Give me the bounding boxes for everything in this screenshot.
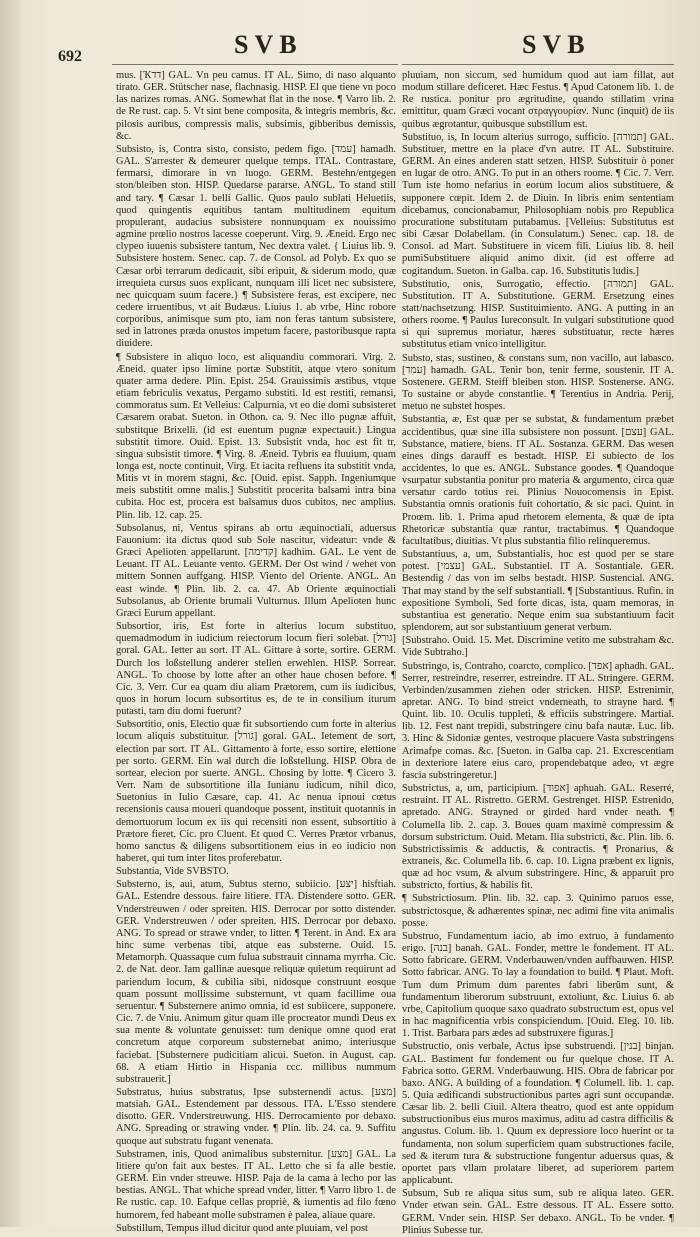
entry-paragraph: Substerno, is, aui, atum, Subtus sterno, subiicio. [יצע] hisftiah. GAL. Estendre dessous. faire litiere. ITA. Distendere sotto. GER. Vnderstreuwen / oder spreiten. HIS. Derrocar por sotto distender. GER. Vnderstreuwen / oder spreiten. HIS. Derrocar por debaxo. ANG. To spread or strawe vnder, to litter. ¶ Terent. in And. Ex ara hinc sume verbenas tibi, atque eas substerne. Ouid. 15. Metamorph. Quassaque cum fulua substrauit cinnama myrrha. Cic. 2. de Nat. deor. Iam gallinæ auesque reliquæ quietum requirunt ad pariendum locum, & cubilia sibi, nidosque construunt eosque quam possunt mollissime substernunt, vt quam facillime oua seruentur. ¶ Substernere animo omnia, id est subiicere, supponere. Cic. 7. de Vniu. Animum gitur quam ille procreator mundi Deus ex sua mente & voluntate genuisset: tum denique omne quod erat concretum atque corporeum substernebat animo, interiusque faciebat. [Substernere pudicitiam alicui. Sueton. in August. cap. 68. A etiam Hirtio in Hispania ccc. millibus nummum substrauerit.] [116,879,396,1085]
running-head-right: SVB [522,30,591,59]
entry-paragraph: Subsum, Sub re aliqua situs sum, sub re aliqua lateo. GER. Vnder etwan sein. GAL. Estre dessous. IT AL. Essere sotto. GERM. Vnder sein. HISP. Ser debaxo. ANGL. To be vnder. ¶ Plinius Subesse tur. [402,1188,674,1236]
entry-paragraph: Substantia, æ, Est quæ per se substat, & fundamentum præbet accidentibus, quæ sine illa subsistere non possunt. [עצם] GAL. Substance, matiere, biens. IT AL. Sostanza. GERM. Das wesen eines dings darauff es bestadt. HISP. El subiecto de los accidentes, lo que es. ANGL. Substance goodes. ¶ Quandoque vsurpatur substantia ponitur pro materia & argumento, circa quæ versatur cardo totius rei. Plinius Nouocomensis in Epist. Substantia omnis orationis fuit cohortatio, & sic paci. Quint. in Proœm. lib. 1. Prima apud rhetorem elementa, & quæ de ipta Rhetoricæ substantia quæ rantur, tractabimus. ¶ Quandoque facultatibus, diuitias. Vt plus substantia filio relinqueremus. [402,414,674,547]
entry-paragraph: Substruo, Fundamentum iacio, ab imo extruo, à fundamento erigo. [בנה] banah. GAL. Fonder, mettre le fondement. IT AL. Sotto fabricare. GERM. Vnderbauwen/vnden auffbauwen. HISP. Sotto fabricar. ANG. To lay a foundation to build. ¶ Plaut. Moft. Tum dum Primum dum parentes fabri liberûm sunt, & fundamentum liberorum substruunt, extoliunt, &c. Liuius 6. ab vrbe, Capitolium quoque saxo quadrato substructum est, opus vel in hac magnificentia vrbis conspiciendum. [Ouid. Eleg. 10. lib. 1. Trist. Barbara pars ædes ad substruxere figuras.] [402,930,674,1040]
entry-paragraph: Substo, stas, sustineo, & constans sum, non vacillo, aut labasco. [עמד] hamadh. GAL. Tenir bon, tenir ferme, soustenir. IT A. Sostenere. GERM. Steiff bleiben ston. HISP. Sostenerse. ANG. To sustaine or abyde constantlie. ¶ Terentius in Andria. Perij, metuo ne substet hospes. [402,352,674,413]
running-head-left: SVB [234,30,303,59]
entry-paragraph: mus. [Ҡדד] GAL. Vn peu camus. IT AL. Simo, di naso alquanto tirato. GER. Stütscher nase, flachnasig. HISP. El que tiene vn poco las narizes romas. ANG. Somewhat flat in the nose. ¶ Varro lib. 2. de Re rust. cap. 5. Vt sint bene composita, & integris membris, &c. pilosis auribus, compressis malis, subsimis, gibberibus demissis, &c. [116,70,396,142]
entry-paragraph: Substillum, Tempus illud dicitur quod ante pluuiam, vel post [116,1222,368,1234]
entry-paragraph: Subsolanus, ni, Ventus spirans ab ortu æquinoctiali, aduersus Fauonium: ita dictus quod sub Sole nascitur, videatur: vnde & Græci Apelioten appellarunt. [קדימה] kadhim. GAL. Le vent de Leuant. IT AL. Leuante vento. GERM. Der Ost wind / wehet von mittem Sonnen auffgang. HISP. Viento del Oriente. ANGL. An east winde. ¶ Plin. lib. 2. ca. 47. Ab Oriente æquinoctiali Subsolanus, ab Oriente brumali Vulturnus. Illum Apelioten hunc Græci Eurum appellant. [116,522,396,619]
left-column [116,70,397,1234]
right-column [402,70,674,1236]
entry-paragraph: ¶ Subsistere in aliquo loco, est aliquandiu commorari. Virg. 2. Æneid. quater ipso limine portæ Substitit, atque vtero sonitum quater arma dedere. Plin. Epist. 254. Grauissimis æstibus, vtque etiam febriculis vexatus, Pergamo substiti. Id est restiti, remansi, commoratus sum. Et Velleius: Calpurnia, vt eo die domi subsisteret Cæsarem orabat. Sueton. in Othon. ca. 9. Nec illo pugnæ affuit, substitque Brixelli. (id est euentum pugnæ expectauit.) Lingua substitit timore. Ouid. Epist. 13. Subsistit vnda, hoc est fit tr, singua subsistit timore. ¶ Virg. 8. Æneid. Tybris ea fluuium, quam longa est, nocte continuit, Virg. Et iacita refluens ita substitit vnda, Mitis vt in morem stagni, &c. [Ouid. epist. Sapph. Ingeniumque meis substitit omne malis.] Substitit procerita balsami intra bina cubita. Hoc est, procera est balsamus duos cubitos, nec amplius. Plin. lib. 12. cap. 25. [116,351,396,521]
entry-paragraph: pluuiam, non siccum, sed humidum quod aut iam fillat, aut modum stillare deficeret. Hæc Festus. ¶ Apud Catonem lib. 1. de Re rustica. ponitur pro ægritudine, quando stillatim vrina emittitur, quam Græci vocant στραγγουρίαν. Nunc (inquit) de iis quibus ægrotantur, quibusque substillum est. [402,70,674,130]
entry-paragraph: Substituo, is, In locum alterius surrogo, sufficio. [תמורה] GAL. Substituer, mettre en la place d'vn autre. IT AL. Substituire. GERM. An eines anderen statt setzen. HISP. Substituir ò poner en lugar de otro. ANG. To put in an others roome. ¶ Cic. 7. Verr. Tum iste homo nefarius in eorum locum alios substituere, & supponere cœpit. Idem 2. de Diuin. In libris enim sententiam dicebamus, concionabamur, Philosophiam nobis pro Republica procuratione substitutam putabamus. [Velleius: Substitutus est sibi Cæsar Dolabellam. (in Consulatum.) Senec. cap. 18. de Consol. ad Mart. Substituere in vicem fili. Liuius lib. 8. heil pumiSubstituere aliquid animo dixit. (id est offerre ad cogitandum. Sueton. in Galba. cap. 16. Substitutis ludis.] [402,131,674,277]
page-number: 692 [58,48,82,65]
entry-paragraph: ¶ Substrictiosum. Plin. lib. 32. cap. 3. Quinimo paruos esse, substrictosque, & adhærentes spinæ, nec adimi fine vita animalis posse. [402,893,674,929]
header-rule-left [112,64,398,65]
entry-paragraph: Subsisto, is, Contra sisto, consisto, pedem figo. [עמד] hamadh. GAL. S'arrester & demeurer quelque temps. ITAL. Contrastare, fermarsi, dimorare in vn luogo. GERM. Bestehn/entgegen ston/bleiben ston. HISP. Quedarse pararse. ANGL. To stand still and tary. ¶ Cæsar 1. belli Gallic. Quos paulo sublati Heluetiis, quod quingentis equitibus tantam multitudinem equitum propulerant, audacius subsistere nonnunquam ex nouissimo agmine prœlio nostros lacesse coeperunt. Virg. 9. Æneid. Ergo nec clypeo iuuenis subsistere tantum, Nec dextra valet. { Liuius lib. 9. Subsistere hostem. Senec. cap. 7. de Consol. ad Polyb. Ex quo se Cæsar orbi terrarum dedicauit, sibi eripuit, & siderum modo, quæ irrequieta cursus suos explicant, nunquam illi licet nec subsistere, nec quicquam suum facere.} ¶ Subsistere feras, est excipere, nec cedere irruentibus, vt ait Budæus. Liuius 1. ab vrbe, Hinc robore corporibus, animisque sum pto, iam non feras tantum subsistere, sed in latrones præda onustos impetum facere, pastoribusque rapta diuidere. [116,143,396,350]
entry-paragraph: Substantiuus, a, um, Substantialis, hoc est quod per se stare potest. [עצמי] GAL. Substantiel. IT A. Sostantiale. GER. Bestendig / das von im selbs bestadt. HISP. Sustencial. ANG. That may stand by the self substantiall. ¶ [Substantiuus. Rufin. in expositione Symboli, Sed forte dicas, ista, quam memoras, in substantiua est generatio. Neque enim sua substantiuum facit splendorem, aut sor substantiuum generat verbum. [402,549,674,634]
page-gutter-shadow [0,0,24,1227]
entry-paragraph: Substantia, Vide SVBSTO. [116,866,229,878]
entry-paragraph: Subsortitio, onis, Electio quæ fit subsortiendo cum forte in alterius locum aliquis substituitur. [גורל] goral. GAL. Ietement de sort, election par sort. IT AL. Gittamento à forte, esso sortire, elettione per sorto. GERM. Ein wal durch die loßstellung. HISP. Obra de sortear, elecion por suerte. ANGL. Chosing by lotte. ¶ Cicero 3. Verr. Nam de subsortitione illa Iunianu iudicum, nihil dico, Suetonius in Iulio Cæsare, cap. 41. Ac nenua ipnoui cœtus recensionis causa moueri quandoque possent, instituit quotannis in demortuorum locum ex iis qui recensiti non essent, subsortitio à Prætore fieret. Cic. pro Cluent. Et quod C. Verres Prætor vrbanus, homo sanctus & diligens subsortitionem eius in eo iudicio non haberet, qui tum inter litos proferebatur. [116,719,397,864]
entry-paragraph: Substitutio, onis, Surrogatio, effectio. [תמורה] GAL. Substitution. IT A. Substitutione. GERM. Ersetzung eines statt/nachsetzung. HISP. Sustituimiento. ANG. A putting in an others roome. ¶ Paulus Iureconsult. In vulgari substitutione quod si qui supremus moriatur, hæres substituatur, recte hæres substitutus etiam vnico intelligitur. [402,278,674,351]
entry-paragraph: Substrictus, a, um, participium. [אפוד] aphuah. GAL. Reserré, restraint. IT AL. Ristretto. GERM. Gestrenget. HISP. Estrenido, apretado. ANG. Strayned or girded hard vnder neath. ¶ Columella lib. 2. cap. 3. Boues quam maximè compressim & dorsum substrictum. Ouid. Metam. Ilia substricti, &c. Plin. lib. 6. Substrictissimis & adductis, & contractis. ¶ Pronarius, & extraneis, &c. Columella lib. 6. cap. 10. Ligna præbent ex lignis, quæ ad hoc vsum, & alvum substringere. Hinc, & apparuit pro substricto, fortius, & habilis fit. [402,783,674,892]
entry-paragraph: Substructio, onis verbale, Actus ipse substruendi. [בנין] binjan. GAL. Bastiment fur fondement ou fur quelque chose. IT A. Fabrica sotto. GERM. Vnderbauwung. HIS. Obra de fabricar por baxo. ANG. A building of a foundation. ¶ Columell. lib. 1. cap. 5. Quia ædificandi substructionibus partes agri sunt occupandæ. Cæsar lib. 2. belli Ciuil. Altera theatro, quod est ante oppidum substructionibus eius muros maximus, aditu ad castra difficilis & angustus. Colum. lib. 1. Quum ex depressiore loco huerint or ta fundamenta, non solum superficiem quam substructiones facile, sed & iterum tura & substructione fungentur aduersus quas, & oportet pars vllam prolatare liberet, ad superiorem partem applicabunt. [402,1041,674,1187]
entry-paragraph: Substratus, huius substratus, Ipse substernendi actus. [מצע] matsiah. GAL. Estendement par dessous. ITA. L'Esso stendere disotto. GER. Vnderstreuwung. HIS. Derrocamiento por debaxo. ANG. Spreading or strawing vnder. ¶ Plin. lib. 24. ca. 9. Suffitu quoque aut substratu fugant venenata. [116,1086,396,1147]
entry-paragraph: [Substraho. Ouid. 15. Met. Discrimine vetito me substraham &c. Vide Subtraho.] [402,635,674,659]
header-rule-right [402,64,674,65]
entry-paragraph: Substringo, is, Contraho, coarcto, complico. [אפד] aphadh. GAL. Serrer, restreindre, reserrer, estreindre. IT AL. Stringere. GERM. Verbinden/zusammen ziehen oder stricken. HISP. Estrenimir, apretar. ANG. To bind streict vnderneath, to strayne hard. ¶ Quint. lib. 10. Oculis tuppleti, & efficiis substringere. Martial. lib. 12. Fest nant trepidi, substringere cinu bafa nautæ. Luc. lib. 3. Hinc & Sidoniæ gentes, vestroque placuere Vasta substringens Arimafpe comas. &c. [Sueton. in Galba cap. 21. Excrescentiam in dexteriore latere eius caro, propendebatque adeo, vt ægre fascia substringeretur.] [402,660,674,781]
entry-paragraph: Substramen, inis, Quod animalibus substernitur. [מצע] GAL. La litiere qu'on fait aux bestes. IT AL. Letto che si fa alle bestie. GERM. Ein vnder streuwe. HISP. Paja de la cama à lecho por las bestias. ANGL. That whiche spread vnder, litter. ¶ Varro libro 1. de Re rustic. cap. 10. Eafque cellas propriè, & iumentis ad filo fœno humorem, fed habeant molle substramen è palea, aliaue quare. [116,1148,396,1221]
entry-paragraph: Subsortior, iris, Est forte in alterius locum substituo, quemadmodum in iudicium reiectorum locum fieri solebat. [גורל] goral. GAL. Ietter au sort. IT AL. Gittare à sorte, sortire. GERM. Durch los loßstellung anderer stellen erwehlen. HISP. Sorrear. ANGL. To choose by lotte after an other haue chosen before. ¶ Cic. 3. Verr. Cur ea quam diu aliam Prætorem, cum iis iudicibus, quos in horum locum subsortitus es, de te in consilium iturum putasti, tam diu domi fuerunt? [116,621,396,718]
